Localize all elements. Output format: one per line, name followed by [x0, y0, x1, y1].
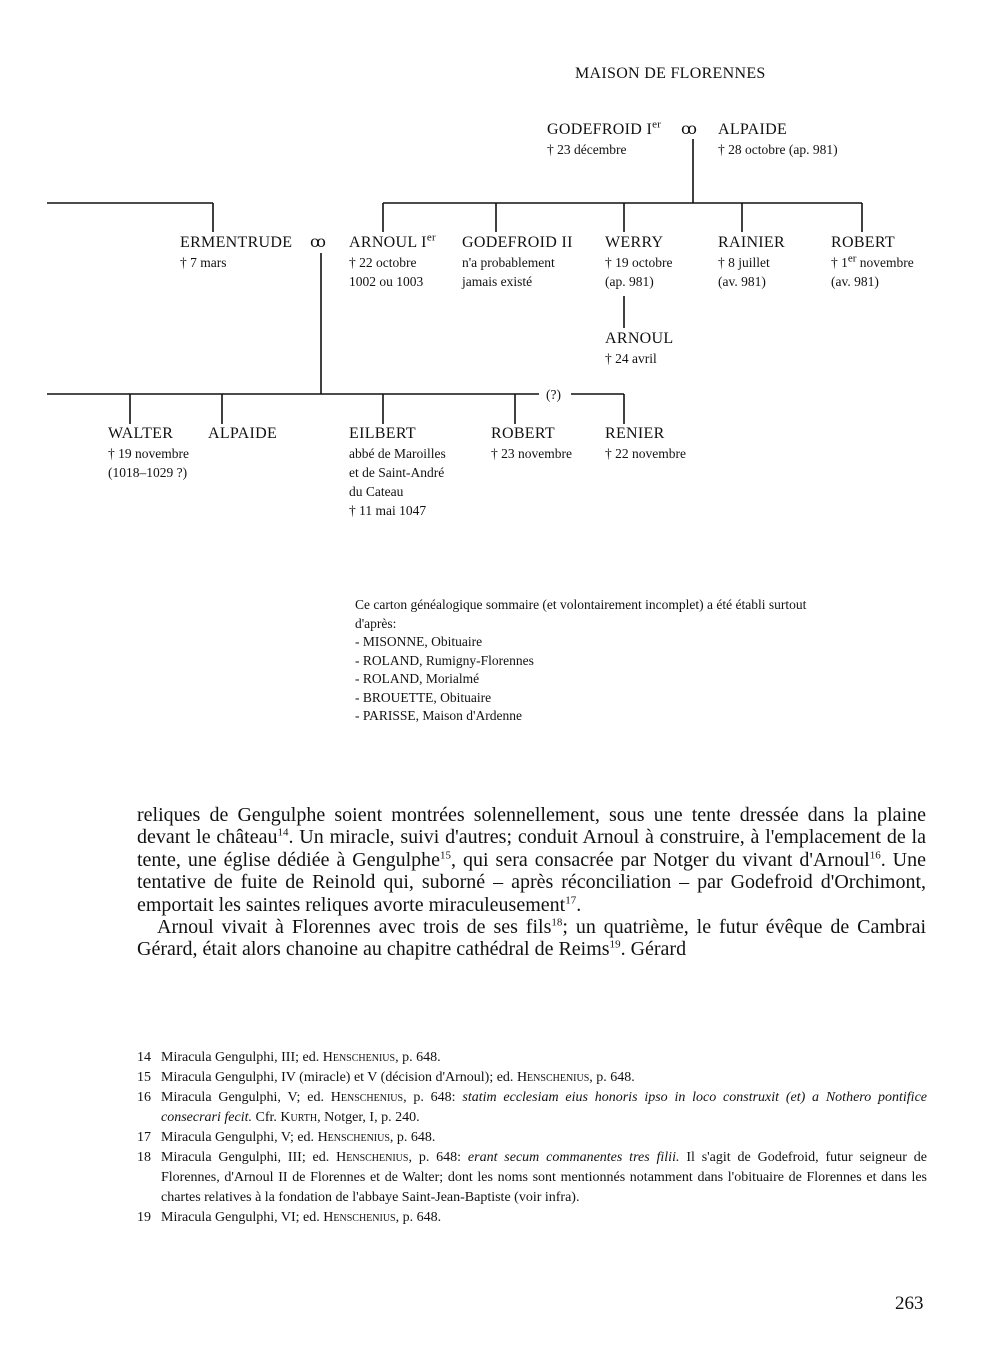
eilbert-death: † 11 mai 1047	[349, 503, 427, 518]
footnote-ref: 17	[565, 893, 577, 906]
person-walter: WALTER	[108, 425, 174, 442]
person-arnoul-son: ARNOUL	[605, 330, 674, 347]
marriage-symbol: ꝏ	[310, 234, 327, 251]
person-renier: RENIER	[605, 425, 665, 442]
footnote-ref: 18	[551, 916, 563, 929]
person-robert-2: ROBERT	[491, 425, 555, 442]
person-robert-1: ROBERT	[831, 234, 895, 251]
footnotes	[137, 1048, 927, 1228]
note-source: - MISONNE, Obituaire	[355, 634, 483, 649]
person-eilbert: EILBERT	[349, 425, 416, 442]
person-rainier: RAINIER	[718, 234, 785, 251]
note-source: - ROLAND, Morialmé	[355, 671, 480, 686]
walter-death: † 19 novembre	[108, 446, 189, 461]
person-godefroid-1: GODEFROID Ier	[547, 118, 662, 138]
uncertain-marker: (?)	[546, 387, 561, 402]
paragraph: Arnoul vivait à Florennes avec trois de ses fils$^{18}$; un quatrième, le futur évêque de Cambrai Gérard, était alors chanoine au chapitre cathédral de Reims$^{19}$. Gérard	[137, 916, 927, 961]
renier-death: † 22 novembre	[605, 446, 686, 461]
arnoul-son-death: † 24 avril	[605, 351, 657, 366]
robert-1-year: (av. 981)	[831, 274, 879, 289]
person-werry: WERRY	[605, 234, 664, 251]
arnoul-1-death: † 22 octobre	[349, 255, 417, 270]
footnote: 14 Miracula Gengulphi, III; ed. Henschenius, p. 648.	[137, 1050, 441, 1065]
footnote: 17 Miracula Gengulphi, V; ed. Henschenius, p. 648.	[137, 1130, 436, 1145]
body-text	[137, 804, 926, 961]
note-source: - PARISSE, Maison d'Ardenne	[355, 708, 522, 723]
werry-year: (ap. 981)	[605, 274, 654, 289]
person-arnoul-1: ARNOUL Ier	[349, 231, 436, 251]
person-ermentrude: ERMENTRUDE	[180, 234, 293, 251]
footnote-ref: 16	[869, 849, 881, 862]
walter-years: (1018–1029 ?)	[108, 465, 188, 480]
footnote: 19 Miracula Gengulphi, VI; ed. Henschenius, p. 648.	[137, 1210, 442, 1225]
note-line: d'après:	[355, 615, 397, 631]
person-alpaide-daughter: ALPAIDE	[208, 425, 278, 442]
genealogy-note	[355, 596, 935, 726]
rainier-death: † 8 juillet	[718, 255, 770, 270]
footnote: 16 Miracula Gengulphi, V; ed. Henschenius, p. 648: statim ecclesiam eius honoris ipso in loco construxit (et) a Nothero pontifice consecrari fecit. Cfr. Kurth, Notger, I, p. 240.	[137, 1090, 927, 1125]
footnote: 15 Miracula Gengulphi, IV (miracle) et V (décision d'Arnoul); ed. Henschenius, p. 648.	[137, 1070, 635, 1085]
werry-death: † 19 octobre	[605, 255, 673, 270]
note-source: - BROUETTE, Obituaire	[355, 689, 492, 705]
godefroid-1-death: † 23 décembre	[547, 142, 627, 157]
footnote-ref: 19	[609, 938, 621, 951]
eilbert-note-1: abbé de Maroilles	[349, 446, 446, 461]
rainier-year: (av. 981)	[718, 274, 766, 289]
note-line: Ce carton généalogique sommaire (et volontairement incomplet) a été établi surtout	[355, 597, 807, 612]
arnoul-1-year: 1002 ou 1003	[349, 274, 424, 289]
eilbert-note-3: du Cateau	[349, 484, 404, 499]
ermentrude-death: † 7 mars	[180, 255, 227, 270]
marriage-symbol: ꝏ	[681, 121, 698, 138]
person-alpaide-mother: ALPAIDE	[718, 121, 788, 138]
alpaide-mother-death: † 28 octobre (ap. 981)	[718, 142, 838, 157]
footnote-ref: 14	[277, 826, 289, 839]
footnote-ref: 15	[440, 849, 452, 862]
page-number: 263	[895, 1293, 924, 1314]
note-source: - ROLAND, Rumigny-Florennes	[355, 652, 534, 668]
eilbert-note-2: et de Saint-André	[349, 465, 445, 480]
robert-1-death: † 1er novembre	[831, 252, 914, 270]
person-godefroid-2: GODEFROID II	[462, 234, 573, 251]
godefroid-2-note-1: n'a probablement	[462, 255, 555, 270]
robert-2-death: † 23 novembre	[491, 446, 572, 461]
godefroid-2-note-2: jamais existé	[462, 274, 533, 289]
footnote: 18 Miracula Gengulphi, III; ed. Henschenius, p. 648: erant secum commanentes tres filii. Il s'agit de Godefroid, futur seigneur de Florennes, d'Arnoul II de Florennes et de Walter; dont les noms sont mentionnés notamment dans l'obituaire de Florennes et dans les chartes relatives à la fondation de l'abbaye Saint-Jean-Baptiste (voir infra).	[137, 1150, 928, 1205]
paragraph: reliques de Gengulphe soient montrées solennellement, sous une tente dressée dans la plaine devant le château$^{14}$. Un miracle, suivi d'autres; conduit Arnoul à construire, à l'emplacement de la tente, une église dédiée à Gengulphe$^{15}$, qui sera consacrée par Notger du vivant d'Arnoul$^{16}$. Une tentative de fuite de Reinold qui, suborné – après réconciliation – par Godefroid d'Orchimont, emportait les saintes reliques avorte miraculeusement$^{17}$.	[137, 804, 926, 916]
tree-title: MAISON DE FLORENNES	[575, 65, 766, 82]
